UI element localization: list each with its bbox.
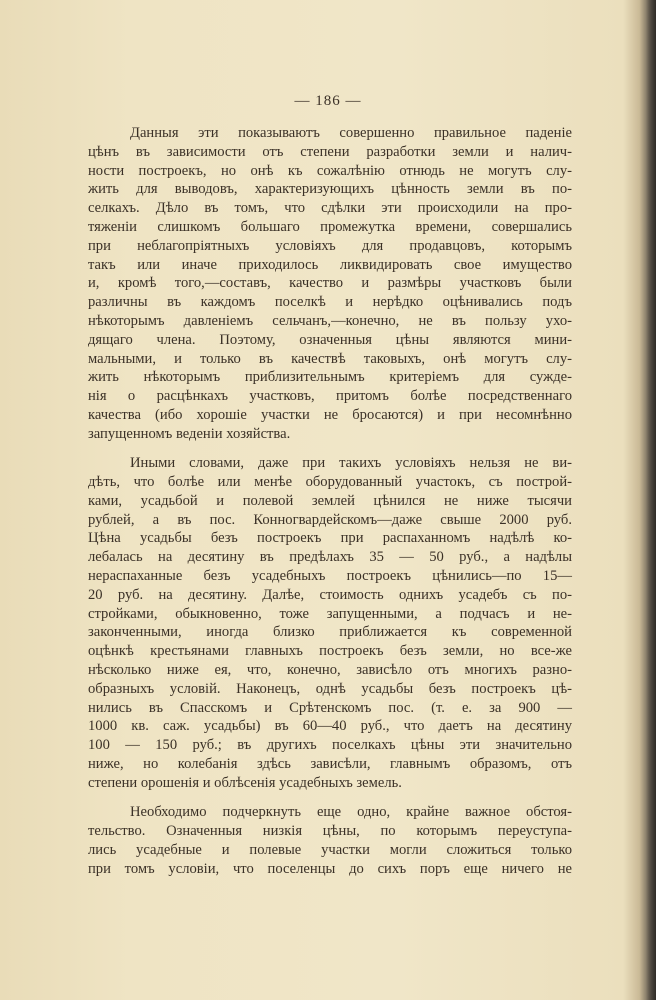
- text-line: цѣнъ въ зависимости отъ степени разработки земли и налич-: [88, 143, 572, 160]
- text-line: дѣть, что болѣе или менѣе оборудованный участокъ, съ построй-: [88, 474, 572, 490]
- text-line: тяженіи слишкомъ большаго промежутка времени, совершались: [88, 219, 572, 235]
- text-line: мальными, и только въ качествѣ таковыхъ, онѣ могутъ слу-: [88, 350, 572, 367]
- text-line: законченными, иногда близко приближается къ современной: [88, 624, 572, 641]
- text-line: различны въ каждомъ поселкѣ и нерѣдко оцѣнивались подъ: [88, 294, 572, 311]
- text-line: дящаго члена. Поэтому, означенныя цѣны являются мини-: [88, 331, 572, 348]
- text-line: при томъ условіи, что поселенцы до сихъ поръ еще ничего не: [88, 860, 572, 877]
- text-line: нія о расцѣнкахъ участковъ, притомъ болѣе посредственнаго: [88, 388, 572, 405]
- text-line: Данныя эти показываютъ совершенно правильное паденіе: [130, 125, 572, 141]
- text-line: нераспаханные безъ усадебныхъ построекъ цѣнились—по 15—: [88, 568, 572, 584]
- text-line: нѣсколько ниже ея, что, конечно, зависѣло отъ многихъ разно-: [88, 662, 572, 678]
- text-line: такъ или иначе приходилось ликвидировать свое имущество: [88, 256, 572, 273]
- text-line: оцѣнкѣ крестьянами главныхъ построекъ безъ земли, но все-же: [88, 643, 572, 660]
- text-line: ниже, но колебанія здѣсь зависѣли, главнымъ образомъ, отъ: [88, 756, 572, 772]
- text-line: нились въ Спасскомъ и Срѣтенскомъ пос. (т. е. за 900 —: [88, 699, 572, 716]
- text-line: образныхъ условій. Наконецъ, однѣ усадьбы безъ построекъ цѣ-: [88, 680, 572, 697]
- text-line: запущенномъ веденіи хозяйства.: [88, 425, 291, 442]
- text-line: Необходимо подчеркнуть еще одно, крайне важное обстоя-: [130, 804, 572, 821]
- text-line: 1000 кв. саж. усадьбы) въ 60—40 руб., что даетъ на десятину: [88, 718, 572, 735]
- text-line: Иными словами, даже при такихъ условіяхъ нельзя не ви-: [130, 455, 572, 472]
- text-line: лись усадебные и полевые участки могли сложиться только: [88, 841, 572, 858]
- text-line: качества (ибо хорошіе участки не бросаются) и при несомнѣнно: [88, 407, 572, 423]
- text-line: ности построекъ, но онѣ къ сожалѣнію отнюдь не могутъ слу-: [88, 162, 572, 179]
- page-number: — 186 —: [294, 93, 362, 109]
- text-line: стройками, обыкновенно, тоже запущенными, а подчасъ и не-: [88, 605, 572, 622]
- text-line: жить для выводовъ, характеризующихъ цѣнность земли въ по-: [88, 181, 572, 198]
- text-line: Цѣна усадьбы безъ построекъ при распаханномъ надѣлѣ ко-: [88, 530, 572, 547]
- text-line: лебалась на десятину въ предѣлахъ 35 — 50 руб., а надѣлы: [88, 549, 572, 566]
- text-line: 100 — 150 руб.; въ другихъ поселкахъ цѣны эти значительно: [88, 737, 572, 754]
- text-line: ками, усадьбой и полевой землей цѣнился не ниже тысячи: [88, 492, 572, 509]
- text-line: 20 руб. на десятину. Далѣе, стоимость однихъ усадебъ съ по-: [88, 586, 572, 603]
- page-edge: [646, 0, 656, 1000]
- text-line: степени орошенія и облѣсенія усадебныхъ земель.: [88, 774, 402, 791]
- text-line: тельство. Означенныя низкія цѣны, по которымъ переуступа-: [88, 823, 572, 839]
- text-line: и, кромѣ того,—составъ, качество и размѣры участковъ были: [88, 275, 572, 292]
- text-line: селкахъ. Дѣло въ томъ, что сдѣлки эти происходили на про-: [88, 200, 572, 217]
- text-line: при неблагопріятныхъ условіяхъ для продавцовъ, которымъ: [88, 237, 572, 254]
- text-line: жить нѣкоторымъ приблизительнымъ критеріемъ для сужде-: [88, 369, 572, 386]
- text-line: нѣкоторымъ давленіемъ сельчанъ,—конечно, не въ пользу ухо-: [88, 313, 572, 329]
- text-line: рублей, а въ пос. Конногвардейскомъ—даже свыше 2000 руб.: [88, 511, 572, 528]
